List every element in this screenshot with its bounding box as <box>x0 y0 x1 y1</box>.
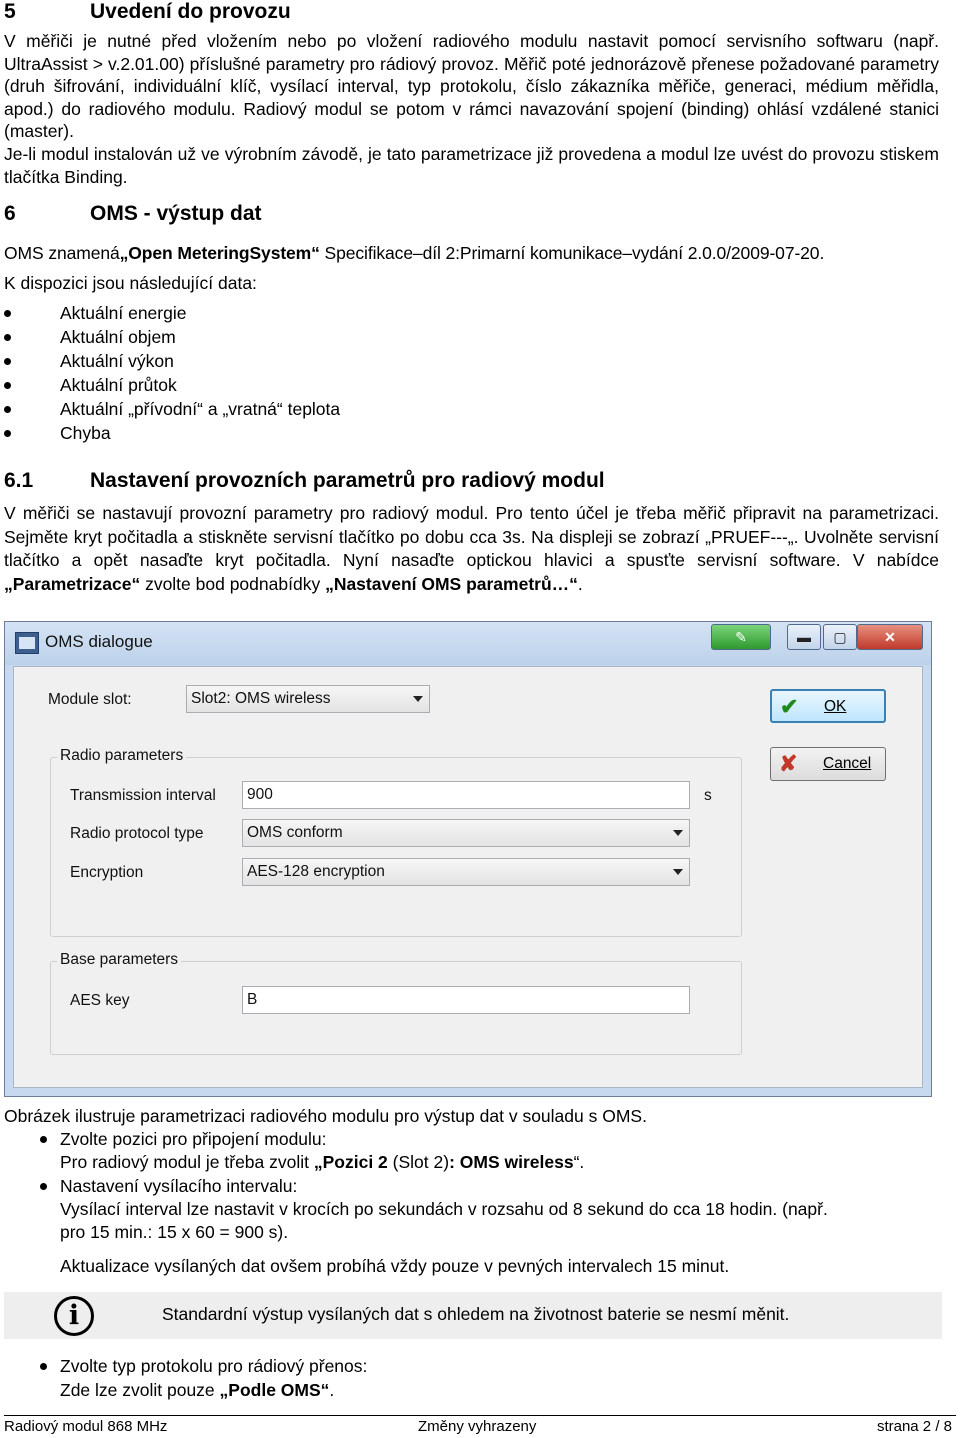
bullet-slot-title: Zvolte pozici pro připojení modulu: <box>60 1129 327 1149</box>
bullet-icon <box>4 406 11 413</box>
bullet-icon <box>4 430 11 437</box>
checkmark-icon: ✔ <box>780 694 799 719</box>
oms-definition-a: OMS znamená <box>4 243 120 263</box>
bullet-protocol-text <box>60 1379 334 1401</box>
footer-left: Radiový modul 868 MHz <box>4 1418 168 1435</box>
slot-text-e: “. <box>573 1152 585 1172</box>
title-bar[interactable] <box>5 622 931 665</box>
ok-label: OK <box>824 698 847 715</box>
bullet-protocol-title: Zvolte typ protokolu pro rádiový přenos: <box>60 1356 368 1376</box>
list-item-text: Aktuální objem <box>60 327 176 347</box>
aes-key-label: AES key <box>70 992 130 1009</box>
oms-dialog-window <box>4 621 932 1097</box>
edit-icon[interactable]: ✎ <box>711 624 771 650</box>
section-title: OMS - výstup dat <box>90 202 262 225</box>
cancel-button[interactable] <box>770 747 886 781</box>
list-item <box>0 397 700 421</box>
window-title: OMS dialogue <box>45 632 153 651</box>
info-icon: i <box>54 1296 94 1336</box>
transmission-interval-input[interactable]: 900 <box>242 781 690 809</box>
maximize-icon[interactable]: ▢ <box>823 624 857 650</box>
oms-definition-c: Specifikace–díl 2:Primarní komunikace–vydání 2.0.0/2009-07-20. <box>319 243 825 263</box>
chevron-down-icon <box>673 869 683 875</box>
paragraph-text: V měřiči se nastavují provozní parametry pro radiový modul. Pro tento účel je třeba měřič připravit na parametrizaci. Sejměte kryt počitadla a stiskněte servisní tlačítko po dobu cca 3s. Na displeji se zobrazí „PRUEF---„. Uvolněte servisní tlačítko a opět nasaďte kryt počitadla. Nyní nasaďte optickou hlavici a spusťte servisní software. V nabídce <box>4 503 939 570</box>
submenu-oms-parameters: „Nastavení OMS parametrů…“ <box>325 573 578 594</box>
paragraph-binding: Je-li modul instalován už ve výrobním závodě, je tato parametrizace již provedena a modul lze uvést do provozu stiskem tlačítka Binding. <box>4 144 939 187</box>
section-title: Nastavení provozních parametrů pro radiový modul <box>90 469 605 492</box>
oms-definition <box>4 242 824 264</box>
page-footer <box>4 1415 956 1435</box>
section-number: 6 <box>4 202 16 225</box>
list-item-text: Aktuální průtok <box>60 375 177 395</box>
footer-page: strana 2 / 8 <box>876 1418 952 1435</box>
transmission-interval-unit: s <box>704 787 712 804</box>
bullet-interval-line3: Aktualizace vysílaných dat ovšem probíhá vždy pouze v pevných intervalech 15 minut. <box>60 1256 730 1276</box>
cross-icon: ✘ <box>779 751 798 776</box>
paragraph-text: . <box>577 573 583 594</box>
module-slot-value: Slot2: OMS wireless <box>191 690 331 707</box>
paragraph-text: zvolte bod podnabídky <box>140 573 326 594</box>
list-item <box>0 349 700 373</box>
menu-parametrizace: „Parametrizace“ <box>4 573 141 594</box>
encryption-value: AES-128 encryption <box>247 863 385 880</box>
list-item <box>0 301 700 325</box>
paragraph-parametrization <box>4 502 939 596</box>
module-slot-label: Module slot: <box>48 691 132 708</box>
slot-text-d: : OMS wireless <box>449 1152 574 1172</box>
radio-protocol-value: OMS conform <box>247 824 343 841</box>
radio-protocol-label: Radio protocol type <box>70 825 204 842</box>
bullet-icon <box>4 334 11 341</box>
dialog-client <box>13 666 923 1088</box>
slot-text-b: „Pozici 2 <box>313 1152 388 1172</box>
encryption-select[interactable] <box>242 858 690 886</box>
bullet-icon <box>4 358 11 365</box>
close-icon[interactable]: ✕ <box>857 624 923 650</box>
section-number: 6.1 <box>4 469 34 492</box>
chevron-down-icon <box>413 696 423 702</box>
figure-caption: Obrázek ilustruje parametrizaci radiového modulu pro výstup dat v souladu s OMS. <box>4 1106 647 1126</box>
protocol-text-a: Zde lze zvolit pouze <box>60 1380 220 1400</box>
list-item-text: Aktuální „přívodní“ a „vratná“ teplota <box>60 399 341 419</box>
heading-section-6 <box>4 202 904 228</box>
app-icon <box>15 632 39 654</box>
slot-text-c: (Slot 2) <box>387 1152 450 1172</box>
radio-protocol-select[interactable] <box>242 819 690 847</box>
bullet-slot-text <box>60 1151 584 1173</box>
list-item-text: Aktuální energie <box>60 303 187 323</box>
heading-section-6-1 <box>4 469 904 495</box>
bullet-icon <box>40 1136 47 1143</box>
info-box <box>4 1292 942 1339</box>
chevron-down-icon <box>673 830 683 836</box>
list-item-text: Chyba <box>60 423 111 443</box>
ok-button[interactable] <box>770 689 886 723</box>
minimize-icon[interactable]: ▬ <box>787 624 821 650</box>
aes-key-input[interactable]: B <box>242 986 690 1014</box>
list-item <box>0 421 700 445</box>
bullet-icon <box>40 1183 47 1190</box>
transmission-interval-label: Transmission interval <box>70 787 216 804</box>
cancel-label: Cancel <box>823 755 872 772</box>
bullet-interval-line1: Vysílací interval lze nastavit v krocích po sekundách v rozsahu od 8 sekund do cca 18 hodin. (např. <box>60 1199 828 1219</box>
heading-section-5 <box>4 0 904 26</box>
list-item <box>0 373 700 397</box>
group-title: Base parameters <box>57 951 181 969</box>
list-item <box>0 325 700 349</box>
data-list <box>0 301 700 445</box>
footer-center: Změny vyhrazeny <box>418 1418 537 1435</box>
paragraph-intro: V měřiči je nutné před vložením nebo po vložení radiového modulu nastavit pomocí servisního softwaru (např. UltraAssist > v.2.01.00) příslušné parametry pro rádiový provoz. Měřič poté jednorázově přenese požadované parametry (druh šifrování, individuální klíč, vysílací interval, typ protokolu, číslo zákazníka měřiče, generaci, médium měřidla, apod.) do radiového modulu. Radiový modul se potom v rámci navazování spojení (binding) ohlásí vzdálené stanici (master). <box>4 31 939 141</box>
section-number: 5 <box>4 0 16 23</box>
module-slot-select[interactable] <box>186 685 430 713</box>
bullet-icon <box>4 382 11 389</box>
encryption-label: Encryption <box>70 864 144 881</box>
list-item-text: Aktuální výkon <box>60 351 174 371</box>
oms-definition-b: „Open MeteringSystem“ <box>119 243 320 263</box>
bullet-icon <box>40 1363 47 1370</box>
slot-text-a: Pro radiový modul je třeba zvolit <box>60 1152 314 1172</box>
data-intro: K dispozici jsou následující data: <box>4 273 257 293</box>
bullet-interval-title: Nastavení vysílacího intervalu: <box>60 1176 298 1196</box>
bullet-interval-line2: pro 15 min.: 15 x 60 = 900 s). <box>60 1222 289 1242</box>
group-title: Radio parameters <box>57 747 186 765</box>
bullet-icon <box>4 310 11 317</box>
protocol-text-b: „Podle OMS“ <box>219 1380 330 1400</box>
info-text: Standardní výstup vysílaných dat s ohledem na životnost baterie se nesmí měnit. <box>162 1304 790 1324</box>
section-title: Uvedení do provozu <box>90 0 291 23</box>
protocol-text-c: . <box>329 1380 335 1400</box>
